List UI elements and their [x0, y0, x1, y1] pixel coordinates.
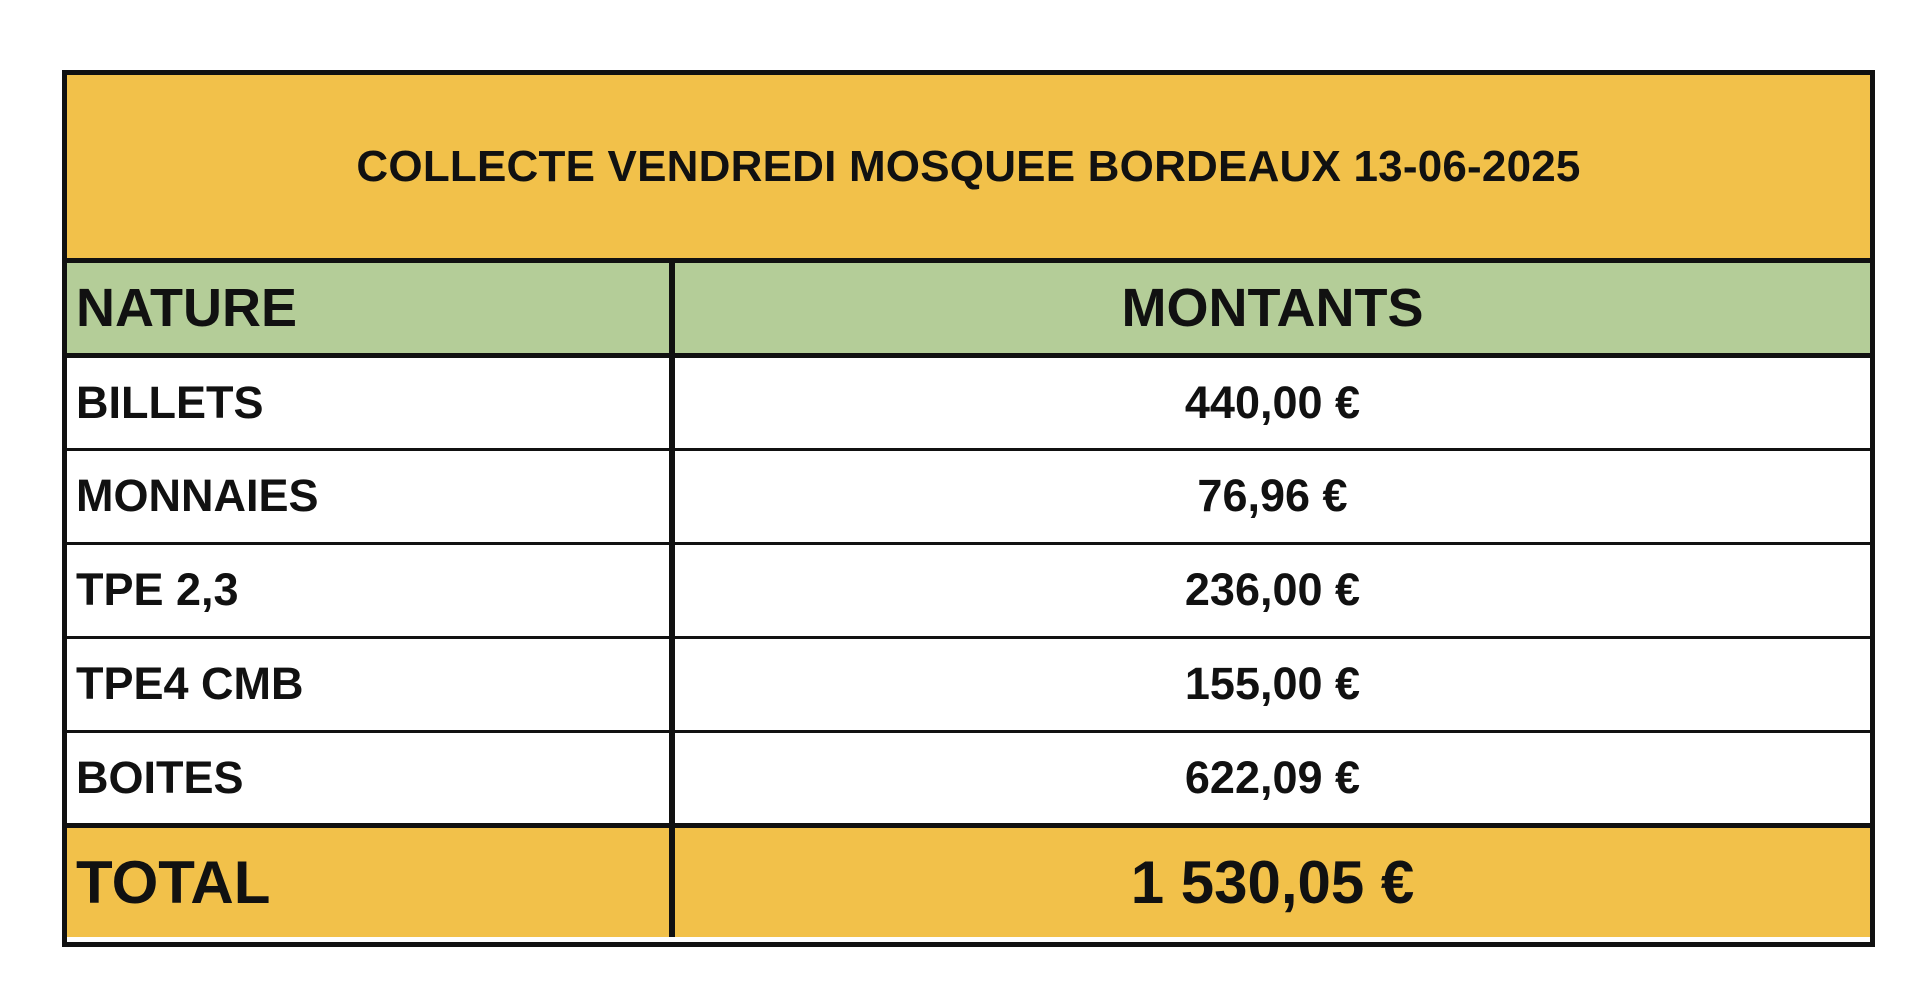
total-label: TOTAL	[67, 825, 672, 937]
row-nature: TPE 2,3	[67, 543, 672, 637]
row-nature: MONNAIES	[67, 449, 672, 543]
row-montant: 440,00 €	[672, 355, 1870, 449]
row-montant: 155,00 €	[672, 637, 1870, 731]
table-row	[67, 731, 1870, 825]
total-row	[67, 825, 1870, 937]
row-montant: 236,00 €	[672, 543, 1870, 637]
table-row	[67, 449, 1870, 543]
column-header-nature: NATURE	[67, 263, 672, 355]
sheet-title: COLLECTE VENDREDI MOSQUEE BORDEAUX 13-06-2025	[67, 75, 1870, 263]
column-header-montants: MONTANTS	[672, 263, 1870, 355]
row-nature: BILLETS	[67, 355, 672, 449]
row-nature: TPE4 CMB	[67, 637, 672, 731]
collection-table	[67, 263, 1870, 937]
row-montant: 76,96 €	[672, 449, 1870, 543]
row-nature: BOITES	[67, 731, 672, 825]
table-header-row	[67, 263, 1870, 355]
row-montant: 622,09 €	[672, 731, 1870, 825]
total-amount: 1 530,05 €	[672, 825, 1870, 937]
table-row	[67, 543, 1870, 637]
table-row	[67, 355, 1870, 449]
table-row	[67, 637, 1870, 731]
collection-sheet	[62, 70, 1875, 947]
